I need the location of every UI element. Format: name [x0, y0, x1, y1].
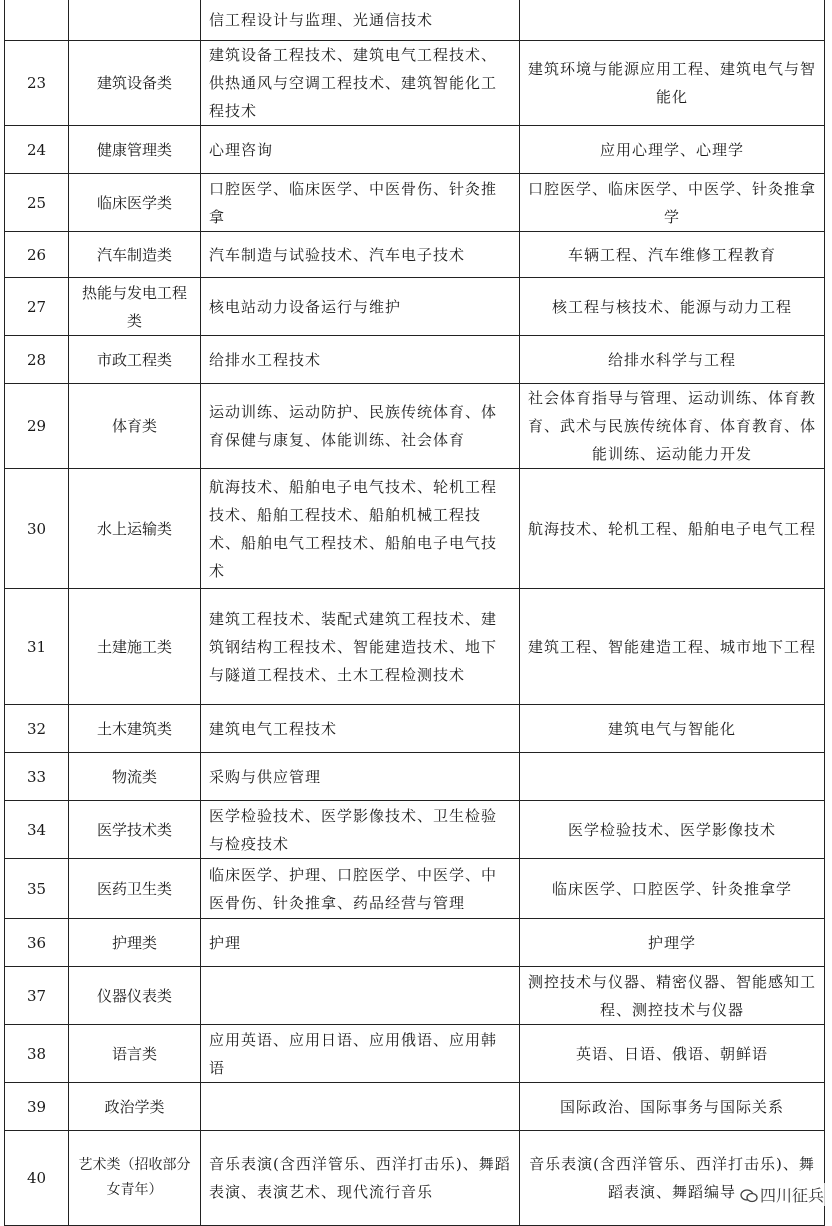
table-row — [5, 174, 825, 232]
table-row — [5, 278, 825, 336]
category-name: 仪器仪表类 — [69, 967, 201, 1025]
category-name: 健康管理类 — [69, 126, 201, 174]
row-number: 27 — [5, 278, 69, 336]
table-row — [5, 967, 825, 1025]
undergrad-majors: 给排水科学与工程 — [520, 336, 825, 384]
undergrad-majors: 航海技术、轮机工程、船舶电子电气工程 — [520, 469, 825, 589]
row-number: 25 — [5, 174, 69, 232]
table-row — [5, 41, 825, 126]
table-row — [5, 232, 825, 278]
category-name: 汽车制造类 — [69, 232, 201, 278]
row-number: 38 — [5, 1025, 69, 1083]
row-number: 39 — [5, 1083, 69, 1131]
tertiary-majors: 航海技术、船舶电子电气技术、轮机工程技术、船舶工程技术、船舶机械工程技术、船舶电气工程技术、船舶电子电气技术 — [201, 469, 520, 589]
tertiary-majors: 心理咨询 — [201, 126, 520, 174]
row-number: 37 — [5, 967, 69, 1025]
table-row — [5, 0, 825, 41]
tertiary-majors: 信工程设计与监理、光通信技术 — [201, 0, 520, 41]
wechat-icon — [740, 1189, 758, 1203]
undergrad-majors: 建筑工程、智能建造工程、城市地下工程 — [520, 589, 825, 705]
category-name: 土木建筑类 — [69, 705, 201, 753]
table-row — [5, 1025, 825, 1083]
category-name: 语言类 — [69, 1025, 201, 1083]
table-row — [5, 384, 825, 469]
tertiary-majors: 采购与供应管理 — [201, 753, 520, 801]
tertiary-majors: 护理 — [201, 919, 520, 967]
row-number — [5, 0, 69, 41]
tertiary-majors: 建筑设备工程技术、建筑电气工程技术、供热通风与空调工程技术、建筑智能化工程技术 — [201, 41, 520, 126]
undergrad-majors: 临床医学、口腔医学、针灸推拿学 — [520, 859, 825, 919]
row-number: 29 — [5, 384, 69, 469]
undergrad-majors: 车辆工程、汽车维修工程教育 — [520, 232, 825, 278]
undergrad-majors — [520, 753, 825, 801]
table-row — [5, 859, 825, 919]
undergrad-majors: 测控技术与仪器、精密仪器、智能感知工程、测控技术与仪器 — [520, 967, 825, 1025]
category-name — [69, 0, 201, 41]
undergrad-majors: 国际政治、国际事务与国际关系 — [520, 1083, 825, 1131]
table-row — [5, 753, 825, 801]
category-name: 物流类 — [69, 753, 201, 801]
table-row — [5, 1083, 825, 1131]
tertiary-majors — [201, 967, 520, 1025]
row-number: 40 — [5, 1131, 69, 1226]
category-name: 医药卫生类 — [69, 859, 201, 919]
tertiary-majors: 医学检验技术、医学影像技术、卫生检验与检疫技术 — [201, 801, 520, 859]
category-name: 临床医学类 — [69, 174, 201, 232]
row-number: 32 — [5, 705, 69, 753]
category-name: 建筑设备类 — [69, 41, 201, 126]
undergrad-majors — [520, 0, 825, 41]
source-watermark — [738, 1183, 826, 1206]
tertiary-majors: 汽车制造与试验技术、汽车电子技术 — [201, 232, 520, 278]
category-name: 市政工程类 — [69, 336, 201, 384]
row-number: 24 — [5, 126, 69, 174]
tertiary-majors: 运动训练、运动防护、民族传统体育、体育保健与康复、体能训练、社会体育 — [201, 384, 520, 469]
undergrad-majors: 护理学 — [520, 919, 825, 967]
undergrad-majors: 医学检验技术、医学影像技术 — [520, 801, 825, 859]
major-category-table — [4, 0, 825, 1226]
tertiary-majors: 建筑工程技术、装配式建筑工程技术、建筑钢结构工程技术、智能建造技术、地下与隧道工程技术、土木工程检测技术 — [201, 589, 520, 705]
tertiary-majors: 口腔医学、临床医学、中医骨伤、针灸推拿 — [201, 174, 520, 232]
row-number: 35 — [5, 859, 69, 919]
table-row — [5, 705, 825, 753]
undergrad-majors: 应用心理学、心理学 — [520, 126, 825, 174]
row-number: 33 — [5, 753, 69, 801]
category-name: 艺术类（招收部分女青年） — [69, 1131, 201, 1226]
category-name: 土建施工类 — [69, 589, 201, 705]
row-number: 31 — [5, 589, 69, 705]
table-row — [5, 801, 825, 859]
category-name: 水上运输类 — [69, 469, 201, 589]
table-row — [5, 1131, 825, 1226]
table-row — [5, 589, 825, 705]
category-name: 热能与发电工程类 — [69, 278, 201, 336]
table-row — [5, 126, 825, 174]
tertiary-majors: 核电站动力设备运行与维护 — [201, 278, 520, 336]
row-number: 28 — [5, 336, 69, 384]
tertiary-majors: 应用英语、应用日语、应用俄语、应用韩语 — [201, 1025, 520, 1083]
undergrad-majors: 建筑电气与智能化 — [520, 705, 825, 753]
row-number: 36 — [5, 919, 69, 967]
undergrad-majors: 口腔医学、临床医学、中医学、针灸推拿学 — [520, 174, 825, 232]
category-name: 体育类 — [69, 384, 201, 469]
undergrad-majors: 社会体育指导与管理、运动训练、体育教育、武术与民族传统体育、体育教育、体能训练、运动能力开发 — [520, 384, 825, 469]
table-row — [5, 469, 825, 589]
table-row — [5, 919, 825, 967]
tertiary-majors: 给排水工程技术 — [201, 336, 520, 384]
tertiary-majors — [201, 1083, 520, 1131]
row-number: 34 — [5, 801, 69, 859]
row-number: 30 — [5, 469, 69, 589]
tertiary-majors: 临床医学、护理、口腔医学、中医学、中医骨伤、针灸推拿、药品经营与管理 — [201, 859, 520, 919]
undergrad-majors: 核工程与核技术、能源与动力工程 — [520, 278, 825, 336]
undergrad-majors: 建筑环境与能源应用工程、建筑电气与智能化 — [520, 41, 825, 126]
category-name: 护理类 — [69, 919, 201, 967]
table-row — [5, 336, 825, 384]
watermark-text: 四川征兵 — [759, 1186, 824, 1205]
row-number: 23 — [5, 41, 69, 126]
undergrad-majors: 英语、日语、俄语、朝鲜语 — [520, 1025, 825, 1083]
tertiary-majors: 音乐表演(含西洋管乐、西洋打击乐)、舞蹈表演、表演艺术、现代流行音乐 — [201, 1131, 520, 1226]
category-name: 医学技术类 — [69, 801, 201, 859]
category-name: 政治学类 — [69, 1083, 201, 1131]
row-number: 26 — [5, 232, 69, 278]
undergrad-majors: 音乐表演(含西洋管乐、西洋打击乐)、舞蹈表演、舞蹈编导 — [520, 1131, 825, 1226]
tertiary-majors: 建筑电气工程技术 — [201, 705, 520, 753]
